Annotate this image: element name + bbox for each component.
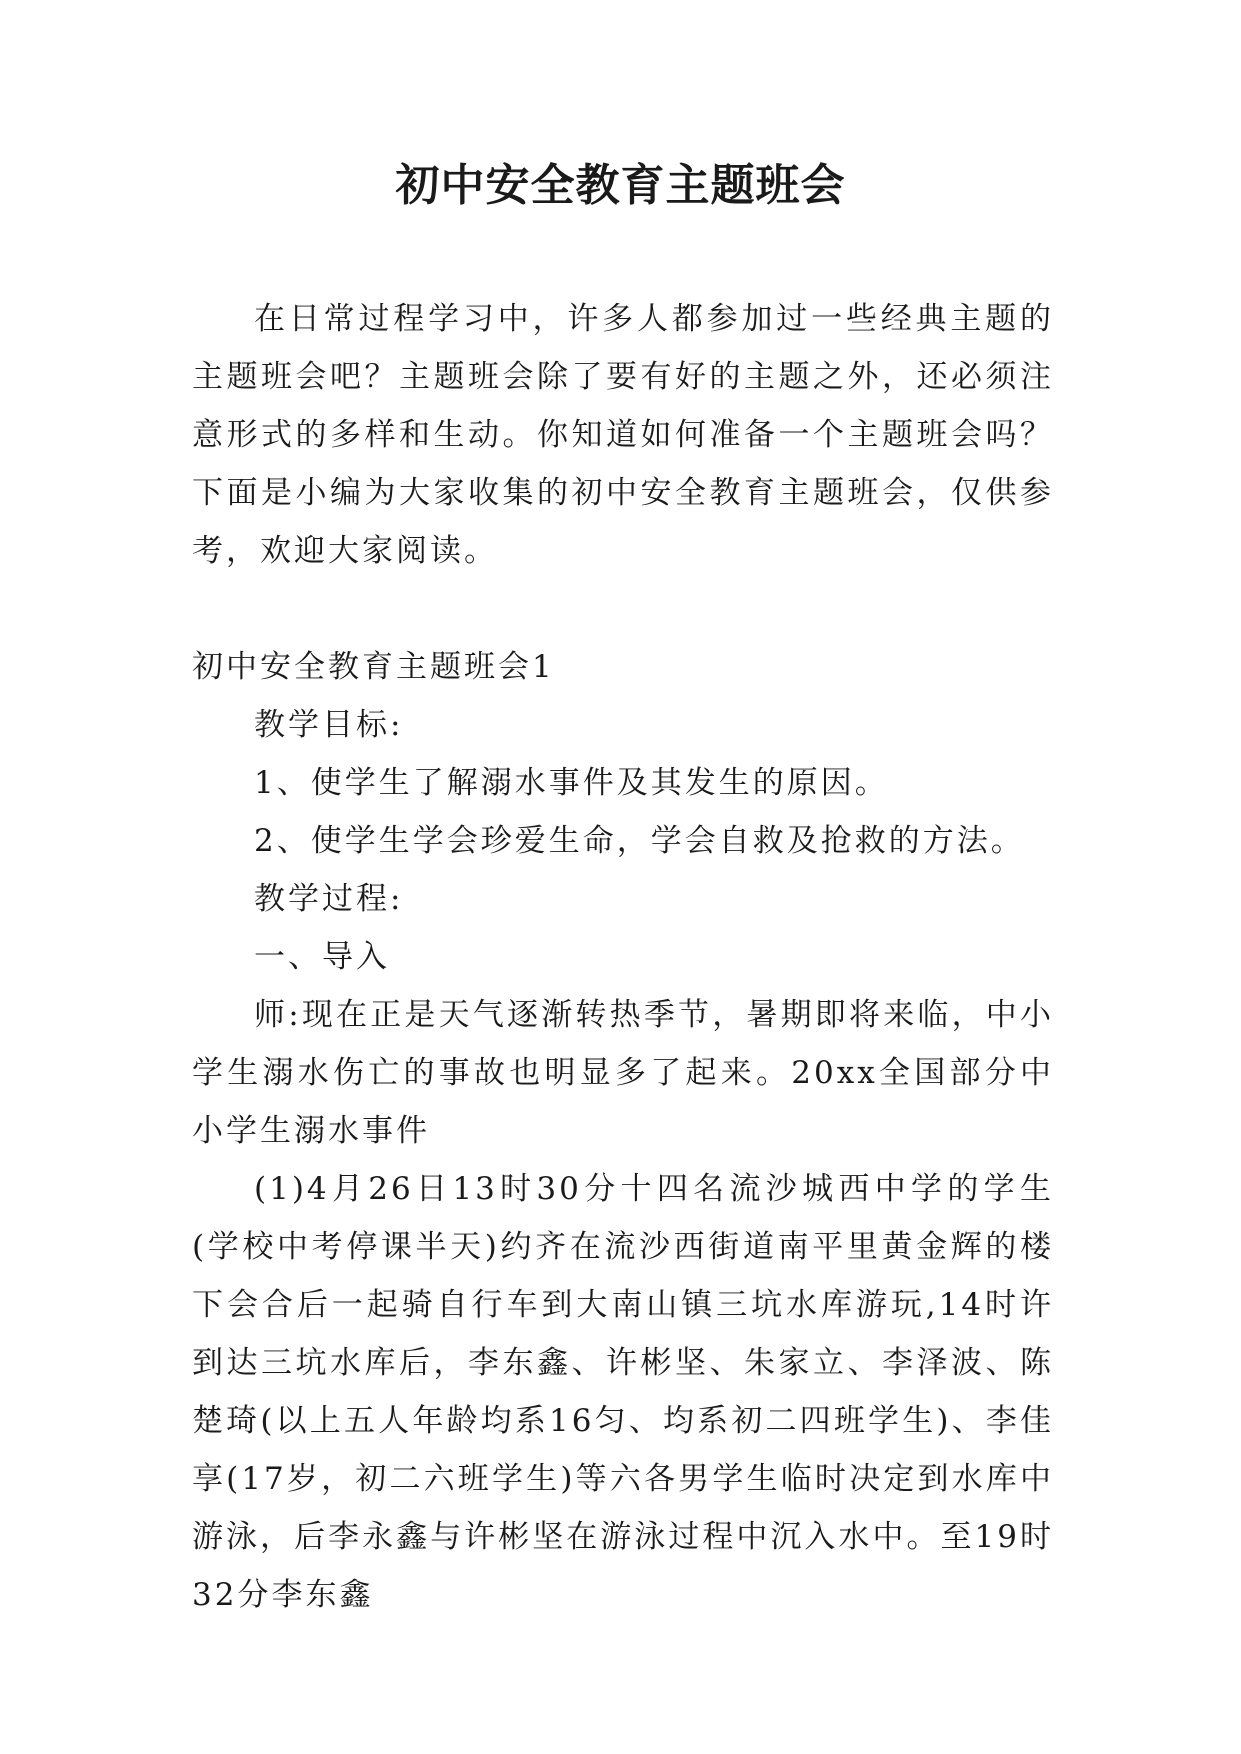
intro-paragraph: 在日常过程学习中，许多人都参加过一些经典主题的主题班会吧？主题班会除了要有好的主题之外，还必须注意形式的多样和生动。你知道如何准备一个主题班会吗？下面是小编为大家收集的初中安全教育主题班会，仅供参考，欢迎大家阅读。	[192, 301, 1054, 569]
body-paragraph: 1、使学生了解溺水事件及其发生的原因。	[254, 765, 889, 801]
body-paragraph: 教学过程:	[254, 881, 404, 917]
body-paragraph: 2、使学生学会珍爱生命，学会自救及抢救的方法。	[254, 823, 1025, 859]
body-paragraph: 一、导入	[254, 939, 390, 975]
body-paragraph: 师:现在正是天气逐渐转热季节，暑期即将来临，中小学生溺水伤亡的事故也明显多了起来。20xx全国部分中小学生溺水事件	[192, 997, 1054, 1149]
paragraph-gap	[192, 580, 1054, 638]
body-paragraph: (1)4月26日13时30分十四名流沙城西中学的学生(学校中考停课半天)约齐在流沙西街道南平里黄金辉的楼下会合后一起骑自行车到大南山镇三坑水库游玩,14时许到达三坑水库后，李东鑫、许彬坚、朱家立、李泽波、陈楚琦(以上五人年龄均系16匀、均系初二四班学生)、李佳享(17岁，初二六班学生)等六各男学生临时决定到水库中游泳，后李永鑫与许彬坚在游泳过程中沉入水中。至19时32分李东鑫	[192, 1171, 1054, 1613]
document-body	[192, 290, 1054, 1624]
document-title: 初中安全教育主题班会	[395, 160, 846, 211]
body-paragraph: 教学目标:	[254, 707, 404, 743]
section-heading: 初中安全教育主题班会1	[192, 649, 555, 685]
